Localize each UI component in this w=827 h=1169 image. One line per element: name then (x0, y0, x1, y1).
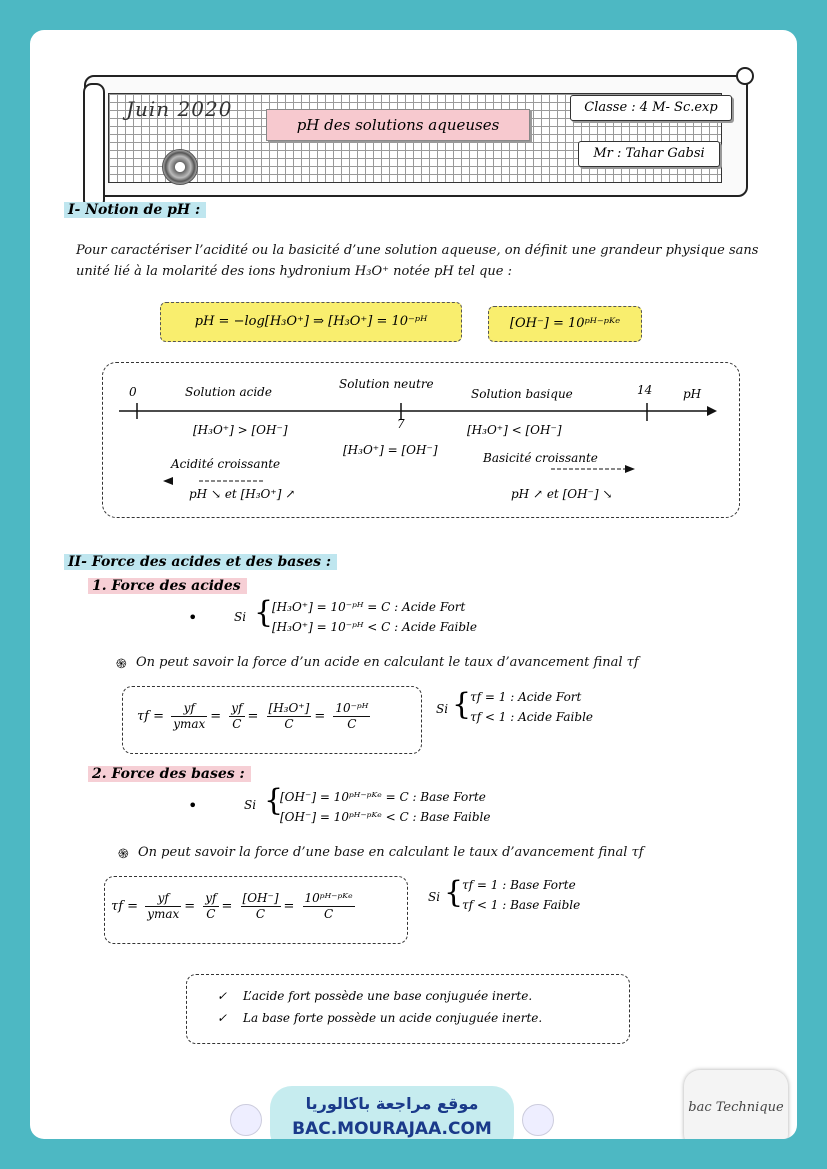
acid-condition: [H₃O⁺] = 10⁻ᵖᴴ = C : Acide Fort (272, 600, 466, 614)
base-condition: [OH⁻] = 10ᵖᴴ⁻ᵖᴷᵉ = C : Base Forte (280, 790, 486, 804)
acid-tau-formula: τf = $\frac{yf}{ymax}$ = $\frac{yf}{C}$ = $\frac{\text{[H₃O⁺]}}{C}$ = $\frac{\text{10⁻ᵖᴴ}}{C}$ (137, 701, 369, 731)
base-tau-condition: τf = 1 : Base Forte (462, 878, 576, 892)
base-arrow-icon (625, 465, 635, 473)
brace-icon: { (254, 595, 274, 630)
acid-tau-condition: τf < 1 : Acide Faible (470, 710, 594, 724)
bullet-icon: • (188, 796, 198, 815)
fraction: $\frac{\text{10⁻ᵖᴴ}}{C}$ (335, 701, 369, 731)
footer-logo-icon (522, 1104, 554, 1136)
fraction: $\frac{yf}{C}$ (205, 891, 217, 921)
si-label: Si (428, 890, 441, 904)
notes-box (186, 974, 630, 1044)
check-icon: ✓ (217, 1011, 228, 1025)
fraction: $\frac{[OH^-]}{C}$ (242, 891, 279, 921)
acid-arrow-icon (163, 477, 173, 485)
stamp-text: bac Technique (688, 1100, 784, 1115)
oh-formula-box: [OH⁻] = 10ᵖᴴ⁻ᵖᴷᵉ (488, 306, 642, 342)
tick-label-0: 0 (129, 385, 137, 399)
acid-condition: [H₃O⁺] = 10⁻ᵖᴴ < C : Acide Faible (272, 620, 477, 634)
ph-formula-box: pH = −log[H₃O⁺] ⇒ [H₃O⁺] = 10⁻ᵖᴴ (160, 302, 462, 342)
footer-logo-icon (230, 1104, 262, 1136)
subsection-title: 1. Force des acides (88, 578, 247, 594)
note-item: L’acide fort possède une base conjuguée inerte. (243, 989, 533, 1003)
acid-trend: pH ↘ et [H₃O⁺] ↗ (189, 487, 296, 501)
footer-site[interactable]: BAC.MOURAJAA.COM (292, 1119, 492, 1139)
fraction: $\frac{\text{[H₃O⁺]}}{C}$ (268, 701, 310, 731)
tick-label-7: 7 (397, 417, 405, 431)
class-label: Classe : 4 M- Sc.exp (570, 95, 732, 121)
base-tau-condition: τf < 1 : Base Faible (462, 898, 581, 912)
fraction: $\frac{yf}{ymax}$ (173, 701, 206, 731)
subsection-title: 2. Force des bases : (88, 766, 251, 782)
spiral-bullet-icon: ֍ (116, 657, 127, 672)
page-title: pH des solutions aqueuses (266, 109, 530, 141)
base-tau-formula: τf = $\frac{yf}{ymax}$ = $\frac{yf}{C}$ = $\frac{[OH^-]}{C}$ = $\frac{\text{10ᵖᴴ⁻ᵖᴷᵉ}}{C}$ (111, 891, 353, 921)
basic-solution-label: Solution basique (471, 387, 573, 401)
fraction: $\frac{yf}{ymax}$ (147, 891, 180, 921)
section-title: II- Force des acides et des bases : (64, 554, 337, 570)
header-scroll (84, 75, 748, 197)
tick-label-14: 14 (637, 383, 653, 397)
ph-scale-box (102, 362, 740, 518)
spiral-bullet-icon: ֍ (118, 847, 129, 862)
acid-solution-label: Solution acide (185, 385, 272, 399)
section-title: I- Notion de pH : (64, 202, 206, 218)
tau-symbol: τf (111, 899, 124, 914)
basic-trend: pH ↗ et [OH⁻] ↘ (511, 487, 613, 501)
stamp (684, 1070, 788, 1139)
check-icon: ✓ (217, 989, 228, 1003)
fraction: $\frac{\text{10ᵖᴴ⁻ᵖᴷᵉ}}{C}$ (304, 891, 353, 921)
base-condition: [OH⁻] = 10ᵖᴴ⁻ᵖᴷᵉ < C : Base Faible (280, 810, 491, 824)
scroll-curl (83, 83, 105, 209)
si-label: Si (436, 702, 449, 716)
teacher-label: Mr : Tahar Gabsi (578, 141, 720, 167)
neutral-solution-label: Solution neutre (339, 377, 434, 391)
note-item: La base forte possède un acide conjuguée inerte. (243, 1011, 543, 1025)
axis-label: pH (683, 387, 702, 401)
page (30, 30, 797, 1139)
acid-tau-condition: τf = 1 : Acide Fort (470, 690, 582, 704)
brace-icon: { (264, 783, 284, 818)
basic-trend-label: Basicité croissante (483, 451, 598, 465)
footer-arabic: موقع مراجعة باكالوريا (305, 1094, 479, 1113)
si-label: Si (234, 610, 247, 624)
tau-symbol: τf (137, 709, 150, 724)
footer-badge[interactable] (270, 1086, 514, 1139)
acid-tau-box (122, 686, 422, 754)
si-label: Si (244, 798, 257, 812)
acid-trend-label: Acidité croissante (171, 457, 281, 471)
basic-relation: [H₃O⁺] < [OH⁻] (467, 423, 562, 437)
acid-relation: [H₃O⁺] > [OH⁻] (193, 423, 288, 437)
bullet-icon: • (188, 608, 198, 627)
acid-tau-intro: On peut savoir la force d’un acide en calculant le taux d’avancement final τf (136, 655, 639, 670)
scroll-curl (736, 67, 754, 85)
logo-text: Juin 2020 (126, 97, 233, 121)
base-tau-box (104, 876, 408, 944)
fraction: $\frac{yf}{C}$ (231, 701, 243, 731)
base-tau-intro: On peut savoir la force d’une base en calculant le taux d’avancement final τf (138, 845, 644, 860)
brace-icon: { (444, 875, 464, 910)
intro-paragraph: Pour caractériser l’acidité ou la basicité d’une solution aqueuse, on définit une grandeur physique sans unité lié à la molarité des ions hydronium H₃O⁺ notée pH tel que : (76, 243, 759, 279)
logo-swirl-icon (162, 149, 198, 185)
brace-icon: { (452, 687, 472, 722)
axis-arrow-icon (707, 406, 717, 416)
neutral-relation: [H₃O⁺] = [OH⁻] (343, 443, 438, 457)
